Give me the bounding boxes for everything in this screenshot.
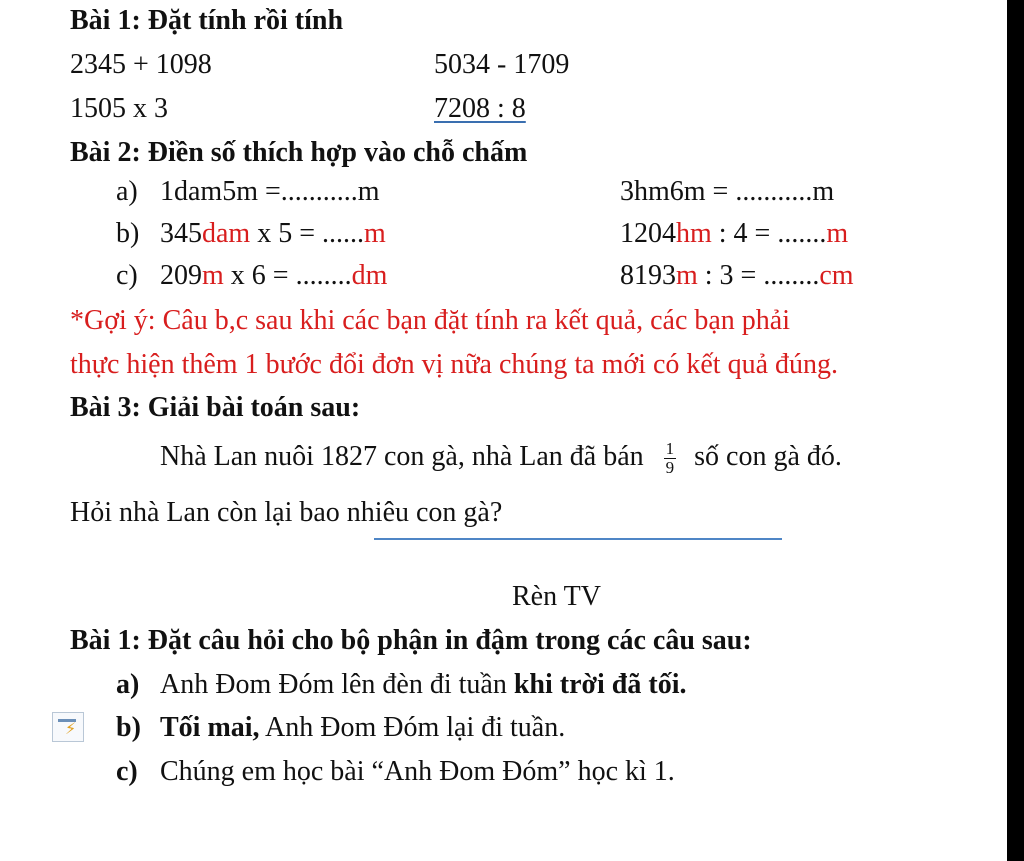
row-unit: m (676, 260, 698, 291)
bai2-row-b-left (116, 217, 386, 251)
item-label: b) (116, 712, 141, 743)
bai2-row-b-right (620, 217, 848, 251)
problem-text-a: Nhà Lan nuôi 1827 con gà, nhà Lan đã bán (160, 441, 644, 472)
tv-heading: Rèn TV (512, 581, 601, 612)
bai3-problem-line-1 (160, 440, 842, 477)
row-number: 209 (160, 260, 202, 291)
bai2-hint-line-1: *Gợi ý: Câu b,c sau khi các bạn đặt tính ra kết quả, các bạn phải (70, 305, 791, 336)
row-label: b) (116, 218, 140, 249)
bai1-title: Bài 1: Đặt tính rồi tính (70, 5, 344, 36)
row-label: a) (116, 176, 138, 207)
row-answer-unit: m (357, 176, 380, 207)
bai3-title: Bài 3: Giải bài toán sau: (70, 392, 361, 423)
bai2-row-c-right (620, 259, 854, 293)
bai2-hint-line-2: thực hiện thêm 1 bước đổi đơn vị nữa chúng ta mới có kết quả đúng. (70, 349, 839, 380)
tv-item-a (116, 668, 686, 702)
row-label: c) (116, 260, 138, 291)
row-number: 1204 (620, 218, 676, 249)
row-dots: ........ (763, 260, 820, 291)
row-op: : 4 = (711, 218, 778, 249)
item-bold-part: Tối mai, (160, 712, 260, 743)
row-answer-unit: cm (819, 260, 854, 291)
bai2-row-c-left (116, 259, 387, 293)
row-answer-unit: m (826, 218, 849, 249)
tv-item-b (116, 711, 565, 745)
bai2-title: Bài 2: Điền số thích hợp vào chỗ chấm (70, 137, 528, 168)
row-dots: ........ (295, 260, 352, 291)
row-answer-unit: m (364, 218, 386, 249)
bai3-problem-line-2: Hỏi nhà Lan còn lại bao nhiêu con gà? (70, 497, 503, 528)
bai1-op-4: 7208 : 8 (434, 93, 526, 124)
row-number: 345 (160, 218, 202, 249)
row-op: x 5 = (250, 218, 323, 249)
row-op: : 3 = (697, 260, 764, 291)
bai1-op-1: 2345 + 1098 (70, 49, 212, 80)
row-unit: hm (676, 218, 712, 249)
row-dots: ........... (280, 176, 358, 207)
lightning-icon: ⚡ (65, 719, 77, 738)
row-unit: dam (202, 218, 251, 249)
item-text: Chúng em học bài “Anh Đom Đóm” học kì 1. (160, 756, 675, 787)
row-op: x 6 = (223, 260, 296, 291)
tv-item-c (116, 755, 675, 789)
fraction-denominator: 9 (665, 458, 675, 478)
fraction-one-ninth (664, 440, 677, 477)
row-unit: m (202, 260, 224, 291)
row-answer-unit: dm (351, 260, 388, 291)
problem-text-b: số con gà đó. (694, 441, 842, 472)
bai2-row-a-right (620, 175, 834, 209)
tv-bai1-title: Bài 1: Đặt câu hỏi cho bộ phận in đậm trong các câu sau: (70, 625, 752, 656)
row-number: 3hm6m = (620, 176, 736, 207)
item-label: c) (116, 756, 138, 787)
bai1-op-3: 1505 x 3 (70, 93, 168, 124)
item-text: Anh Đom Đóm lên đèn đi tuần (160, 669, 514, 700)
item-text: Anh Đom Đóm lại đi tuần. (259, 712, 566, 743)
fraction-numerator: 1 (665, 439, 675, 459)
smart-tag-icon[interactable] (52, 712, 84, 742)
row-number: 8193 (620, 260, 676, 291)
separator-line (374, 538, 782, 540)
row-dots: ........... (735, 176, 813, 207)
row-number: 1dam5m = (160, 176, 281, 207)
row-dots: ...... (322, 218, 365, 249)
item-label: a) (116, 669, 140, 700)
bai2-row-a-left (116, 175, 380, 209)
row-answer-unit: m (812, 176, 835, 207)
item-bold-part: khi trời đã tối. (513, 669, 687, 700)
right-edge-bar (1007, 0, 1024, 861)
bai1-op-2: 5034 - 1709 (434, 49, 570, 80)
row-dots: ....... (777, 218, 827, 249)
